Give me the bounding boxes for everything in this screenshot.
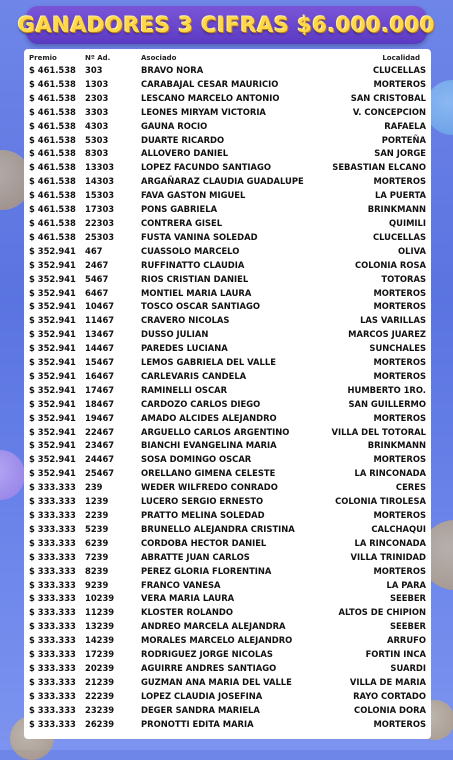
cell-nro-adherente: 467	[85, 245, 103, 256]
cell-nro-adherente: 23467	[85, 440, 115, 451]
cell-nro-adherente: 18467	[85, 398, 115, 409]
table-row	[28, 203, 427, 217]
cell-asociado: CARDOZO CARLOS DIEGO	[141, 398, 261, 409]
cell-premio: $ 461.538	[29, 217, 76, 228]
table-row	[28, 579, 427, 593]
cell-asociado: MONTIEL MARIA LAURA	[141, 287, 252, 298]
cell-localidad: V. CONCEPCION	[352, 106, 426, 117]
cell-premio: $ 352.941	[29, 426, 76, 437]
cell-nro-adherente: 26239	[85, 718, 115, 729]
cell-premio: $ 333.333	[29, 579, 76, 590]
cell-premio: $ 352.941	[29, 273, 76, 284]
cell-asociado: WEDER WILFREDO CONRADO	[141, 482, 278, 493]
cell-asociado: FAVA GASTON MIGUEL	[141, 190, 246, 201]
cell-nro-adherente: 303	[85, 65, 103, 75]
cell-localidad: VILLA DE MARIA	[349, 676, 426, 687]
cell-premio: $ 461.538	[29, 204, 76, 215]
cell-asociado: CARABAJAL CESAR MAURICIO	[141, 78, 279, 89]
table-row	[28, 356, 427, 370]
cell-localidad: FORTIN INCA	[365, 649, 426, 660]
cell-asociado: BRUNELLO ALEJANDRA CRISTINA	[141, 523, 295, 534]
cell-localidad: SAN CRISTOBAL	[350, 92, 426, 103]
cell-premio: $ 352.941	[29, 398, 76, 409]
cell-asociado: LEONES MIRYAM VICTORIA	[141, 106, 266, 117]
cell-localidad: CLUCELLAS	[372, 65, 426, 75]
cell-premio: $ 333.333	[29, 621, 76, 632]
table-row	[28, 453, 427, 467]
cell-premio: $ 333.333	[29, 551, 76, 562]
cell-nro-adherente: 14467	[85, 343, 115, 354]
table-row	[28, 231, 427, 245]
winners-table-body	[28, 62, 427, 732]
cell-asociado: FRANCO VANESA	[141, 579, 221, 590]
cell-localidad: SEEBER	[389, 593, 426, 604]
cell-premio: $ 352.941	[29, 343, 76, 354]
cell-nro-adherente: 6239	[85, 537, 109, 548]
cell-nro-adherente: 25303	[85, 231, 115, 242]
cell-premio: $ 352.941	[29, 357, 76, 368]
cell-asociado: RODRIGUEZ JORGE NICOLAS	[141, 649, 273, 660]
cell-asociado: GAUNA ROCIO	[141, 120, 208, 131]
cell-localidad: SUNCHALES	[369, 343, 426, 354]
cell-nro-adherente: 19467	[85, 412, 115, 423]
cell-nro-adherente: 6467	[85, 287, 109, 298]
cell-localidad: QUIMILI	[389, 217, 426, 228]
cell-nro-adherente: 21239	[85, 676, 115, 687]
cell-localidad: VILLA TRINIDAD	[350, 551, 426, 562]
winners-table	[28, 52, 427, 732]
cell-asociado: CRAVERO NICOLAS	[141, 315, 230, 326]
cell-nro-adherente: 14239	[85, 635, 115, 646]
cell-premio: $ 461.538	[29, 120, 76, 131]
cell-premio: $ 352.941	[29, 287, 76, 298]
lottery-ball-decoration	[0, 450, 25, 500]
cell-nro-adherente: 17239	[85, 649, 115, 660]
cell-localidad: MORTEROS	[373, 176, 426, 187]
table-row	[28, 704, 427, 718]
cell-premio: $ 333.333	[29, 593, 76, 604]
cell-localidad: HUMBERTO 1RO.	[347, 384, 426, 395]
column-header-asociado: Asociado	[141, 54, 177, 62]
cell-premio: $ 461.538	[29, 106, 76, 117]
cell-asociado: LESCANO MARCELO ANTONIO	[141, 92, 280, 103]
cell-nro-adherente: 14303	[85, 176, 115, 187]
table-row	[28, 342, 427, 356]
table-row	[28, 78, 427, 92]
cell-localidad: LA PUERTA	[374, 190, 426, 201]
cell-asociado: ARGAÑARAZ CLAUDIA GUADALUPE	[141, 176, 304, 187]
table-row	[28, 106, 427, 120]
cell-localidad: RAYO CORTADO	[353, 690, 426, 701]
cell-localidad: ARRUFO	[386, 635, 426, 646]
cell-asociado: CARLEVARIS CANDELA	[141, 370, 247, 381]
cell-nro-adherente: 9239	[85, 579, 109, 590]
cell-premio: $ 352.941	[29, 384, 76, 395]
cell-localidad: SAN GUILLERMO	[348, 398, 426, 409]
cell-nro-adherente: 22467	[85, 426, 115, 437]
cell-nro-adherente: 5303	[85, 134, 109, 145]
cell-asociado: CUASSOLO MARCELO	[141, 245, 240, 256]
cell-asociado: ANDREO MARCELA ALEJANDRA	[141, 621, 286, 632]
cell-localidad: RAFAELA	[384, 120, 426, 131]
cell-nro-adherente: 2239	[85, 510, 109, 520]
table-row	[28, 370, 427, 384]
column-header-nro-adherente: Nº Ad.	[85, 54, 111, 62]
cell-localidad: LA RINCONADA	[354, 537, 426, 548]
cell-premio: $ 352.941	[29, 329, 76, 340]
table-row	[28, 467, 427, 481]
cell-localidad: MORTEROS	[373, 412, 426, 423]
cell-premio: $ 333.333	[29, 607, 76, 618]
cell-premio: $ 461.538	[29, 231, 76, 242]
cell-premio: $ 352.941	[29, 412, 76, 423]
cell-localidad: BRINKMANN	[367, 440, 426, 451]
column-header-premio: Premio	[29, 54, 57, 62]
cell-asociado: PONS GABRIELA	[141, 204, 218, 215]
cell-localidad: MORTEROS	[373, 565, 426, 576]
table-row	[28, 398, 427, 412]
cell-nro-adherente: 10467	[85, 301, 115, 312]
table-row	[28, 161, 427, 175]
cell-premio: $ 333.333	[29, 537, 76, 548]
cell-nro-adherente: 13303	[85, 162, 115, 173]
cell-asociado: AMADO ALCIDES ALEJANDRO	[141, 412, 277, 423]
cell-premio: $ 352.941	[29, 370, 76, 381]
cell-asociado: BIANCHI EVANGELINA MARIA	[141, 440, 277, 451]
cell-localidad: LAS VARILLAS	[360, 315, 426, 326]
cell-premio: $ 352.941	[29, 468, 76, 479]
cell-premio: $ 352.941	[29, 454, 76, 465]
cell-asociado: DUARTE RICARDO	[141, 134, 225, 145]
cell-premio: $ 333.333	[29, 649, 76, 660]
cell-nro-adherente: 2467	[85, 259, 109, 270]
cell-localidad: CLUCELLAS	[372, 231, 426, 242]
cell-asociado: CONTRERA GISEL	[141, 217, 223, 228]
cell-asociado: CORDOBA HECTOR DANIEL	[141, 537, 267, 548]
cell-asociado: LUCERO SERGIO ERNESTO	[141, 496, 264, 507]
cell-nro-adherente: 23239	[85, 704, 115, 715]
cell-premio: $ 352.941	[29, 301, 76, 312]
cell-premio: $ 333.333	[29, 718, 76, 729]
cell-asociado: ALLOVERO DANIEL	[141, 148, 229, 159]
cell-asociado: ARGUELLO CARLOS ARGENTINO	[141, 426, 290, 437]
cell-nro-adherente: 4303	[85, 120, 109, 131]
table-row	[28, 189, 427, 203]
cell-nro-adherente: 22239	[85, 690, 115, 701]
table-row	[28, 328, 427, 342]
column-header-localidad: Localidad	[382, 54, 420, 62]
cell-nro-adherente: 15303	[85, 190, 115, 201]
cell-localidad: MORTEROS	[373, 454, 426, 465]
cell-premio: $ 461.538	[29, 78, 76, 89]
cell-asociado: RIOS CRISTIAN DANIEL	[141, 273, 249, 284]
cell-asociado: PAREDES LUCIANA	[141, 343, 228, 354]
cell-premio: $ 461.538	[29, 176, 76, 187]
cell-nro-adherente: 11467	[85, 315, 115, 326]
table-row	[28, 676, 427, 690]
table-row	[28, 509, 427, 523]
cell-localidad: CALCHAQUI	[371, 523, 426, 534]
cell-nro-adherente: 3303	[85, 106, 109, 117]
table-row	[28, 439, 427, 453]
cell-nro-adherente: 22303	[85, 217, 115, 228]
table-row	[28, 259, 427, 273]
table-row	[28, 62, 427, 78]
cell-premio: $ 461.538	[29, 134, 76, 145]
cell-premio: $ 333.333	[29, 662, 76, 673]
cell-asociado: PRONOTTI EDITA MARIA	[141, 718, 254, 729]
cell-localidad: LA RINCONADA	[354, 468, 426, 479]
cell-nro-adherente: 13239	[85, 621, 115, 632]
table-row	[28, 217, 427, 231]
table-row	[28, 412, 427, 426]
table-row	[28, 648, 427, 662]
cell-asociado: LEMOS GABRIELA DEL VALLE	[141, 357, 276, 368]
cell-asociado: LOPEZ FACUNDO SANTIAGO	[141, 162, 272, 173]
cell-premio: $ 461.538	[29, 190, 76, 201]
cell-localidad: COLONIA TIROLESA	[335, 496, 426, 507]
table-row	[28, 690, 427, 704]
cell-localidad: BRINKMANN	[367, 204, 426, 215]
cell-asociado: TOSCO OSCAR SANTIAGO	[141, 301, 261, 312]
table-row	[28, 634, 427, 648]
table-row	[28, 300, 427, 314]
cell-premio: $ 333.333	[29, 523, 76, 534]
table-row	[28, 134, 427, 148]
cell-premio: $ 461.538	[29, 162, 76, 173]
cell-premio: $ 352.941	[29, 245, 76, 256]
cell-localidad: MORTEROS	[373, 510, 426, 520]
table-row	[28, 537, 427, 551]
cell-nro-adherente: 25467	[85, 468, 115, 479]
table-row	[28, 565, 427, 579]
cell-localidad: MORTEROS	[373, 357, 426, 368]
cell-asociado: ORELLANO GIMENA CELESTE	[141, 468, 276, 479]
cell-nro-adherente: 16467	[85, 370, 115, 381]
cell-localidad: ALTOS DE CHIPION	[338, 607, 426, 618]
cell-premio: $ 352.941	[29, 259, 76, 270]
cell-localidad: TOTORAS	[381, 273, 426, 284]
cell-premio: $ 333.333	[29, 676, 76, 687]
cell-localidad: VILLA DEL TOTORAL	[331, 426, 426, 437]
cell-asociado: ABRATTE JUAN CARLOS	[141, 551, 250, 562]
cell-localidad: MORTEROS	[373, 718, 426, 729]
table-row	[28, 592, 427, 606]
cell-nro-adherente: 24467	[85, 454, 115, 465]
table-row	[28, 273, 427, 287]
table-row	[28, 314, 427, 328]
table-row	[28, 426, 427, 440]
cell-nro-adherente: 17467	[85, 384, 115, 395]
cell-nro-adherente: 11239	[85, 607, 115, 618]
cell-localidad: COLONIA DORA	[354, 704, 426, 715]
cell-localidad: SEBASTIAN ELCANO	[332, 162, 426, 173]
cell-asociado: FUSTA VANINA SOLEDAD	[141, 231, 258, 242]
cell-premio: $ 333.333	[29, 690, 76, 701]
cell-nro-adherente: 5467	[85, 273, 109, 284]
cell-localidad: MORTEROS	[373, 78, 426, 89]
cell-premio: $ 461.538	[29, 92, 76, 103]
table-row	[28, 245, 427, 259]
table-row	[28, 495, 427, 509]
cell-nro-adherente: 2303	[85, 92, 109, 103]
cell-asociado: AGUIRRE ANDRES SANTIAGO	[141, 662, 277, 673]
cell-premio: $ 333.333	[29, 565, 76, 576]
cell-asociado: GUZMAN ANA MARIA DEL VALLE	[141, 676, 292, 687]
table-row	[28, 120, 427, 134]
cell-nro-adherente: 7239	[85, 551, 109, 562]
cell-asociado: VERA MARIA LAURA	[141, 593, 235, 604]
cell-nro-adherente: 13467	[85, 329, 115, 340]
cell-asociado: PRATTO MELINA SOLEDAD	[141, 510, 265, 520]
table-row	[28, 147, 427, 161]
table-row	[28, 606, 427, 620]
table-row	[28, 92, 427, 106]
cell-asociado: LOPEZ CLAUDIA JOSEFINA	[141, 690, 263, 701]
cell-premio: $ 333.333	[29, 704, 76, 715]
cell-premio: $ 333.333	[29, 635, 76, 646]
table-row	[28, 523, 427, 537]
table-row	[28, 620, 427, 634]
cell-nro-adherente: 5239	[85, 523, 109, 534]
table-row	[28, 384, 427, 398]
cell-premio: $ 333.333	[29, 496, 76, 507]
table-row	[28, 481, 427, 495]
cell-asociado: MORALES MARCELO ALEJANDRO	[141, 635, 293, 646]
table-header-row	[28, 52, 427, 62]
cell-asociado: RAMINELLI OSCAR	[141, 384, 228, 395]
cell-nro-adherente: 1303	[85, 78, 109, 89]
table-row	[28, 287, 427, 301]
table-row	[28, 551, 427, 565]
winners-sheet	[24, 49, 431, 739]
cell-asociado: BRAVO NORA	[141, 65, 204, 75]
page-title: GANADORES 3 CIFRAS $6.000.000	[17, 13, 436, 37]
cell-localidad: SUARDI	[390, 662, 426, 673]
cell-asociado: PEREZ GLORIA FLORENTINA	[141, 565, 272, 576]
cell-asociado: RUFFINATTO CLAUDIA	[141, 259, 245, 270]
cell-localidad: MORTEROS	[373, 287, 426, 298]
table-row	[28, 175, 427, 189]
cell-nro-adherente: 10239	[85, 593, 115, 604]
cell-premio: $ 461.538	[29, 148, 76, 159]
cell-nro-adherente: 8239	[85, 565, 109, 576]
cell-localidad: PORTEÑA	[381, 134, 426, 145]
cell-nro-adherente: 20239	[85, 662, 115, 673]
cell-premio: $ 352.941	[29, 440, 76, 451]
cell-localidad: MARCOS JUAREZ	[348, 329, 426, 340]
cell-localidad: MORTEROS	[373, 370, 426, 381]
cell-localidad: CERES	[395, 482, 426, 493]
title-banner	[17, 6, 436, 44]
cell-asociado: SOSA DOMINGO OSCAR	[141, 454, 252, 465]
cell-nro-adherente: 15467	[85, 357, 115, 368]
cell-nro-adherente: 17303	[85, 204, 115, 215]
cell-asociado: DUSSO JULIAN	[141, 329, 209, 340]
table-row	[28, 718, 427, 732]
cell-nro-adherente: 8303	[85, 148, 109, 159]
cell-premio: $ 352.941	[29, 315, 76, 326]
cell-premio: $ 333.333	[29, 510, 76, 520]
cell-localidad: LA PARA	[386, 579, 426, 590]
cell-localidad: MORTEROS	[373, 301, 426, 312]
cell-localidad: COLONIA ROSA	[354, 259, 426, 270]
cell-nro-adherente: 239	[85, 482, 103, 493]
cell-localidad: SAN JORGE	[374, 148, 426, 159]
cell-localidad: OLIVA	[398, 245, 426, 256]
cell-nro-adherente: 1239	[85, 496, 109, 507]
table-row	[28, 662, 427, 676]
cell-localidad: SEEBER	[389, 621, 426, 632]
cell-premio: $ 461.538	[29, 65, 76, 75]
cell-asociado: DEGER SANDRA MARIELA	[141, 704, 260, 715]
cell-premio: $ 333.333	[29, 482, 76, 493]
cell-asociado: KLOSTER ROLANDO	[141, 607, 233, 618]
